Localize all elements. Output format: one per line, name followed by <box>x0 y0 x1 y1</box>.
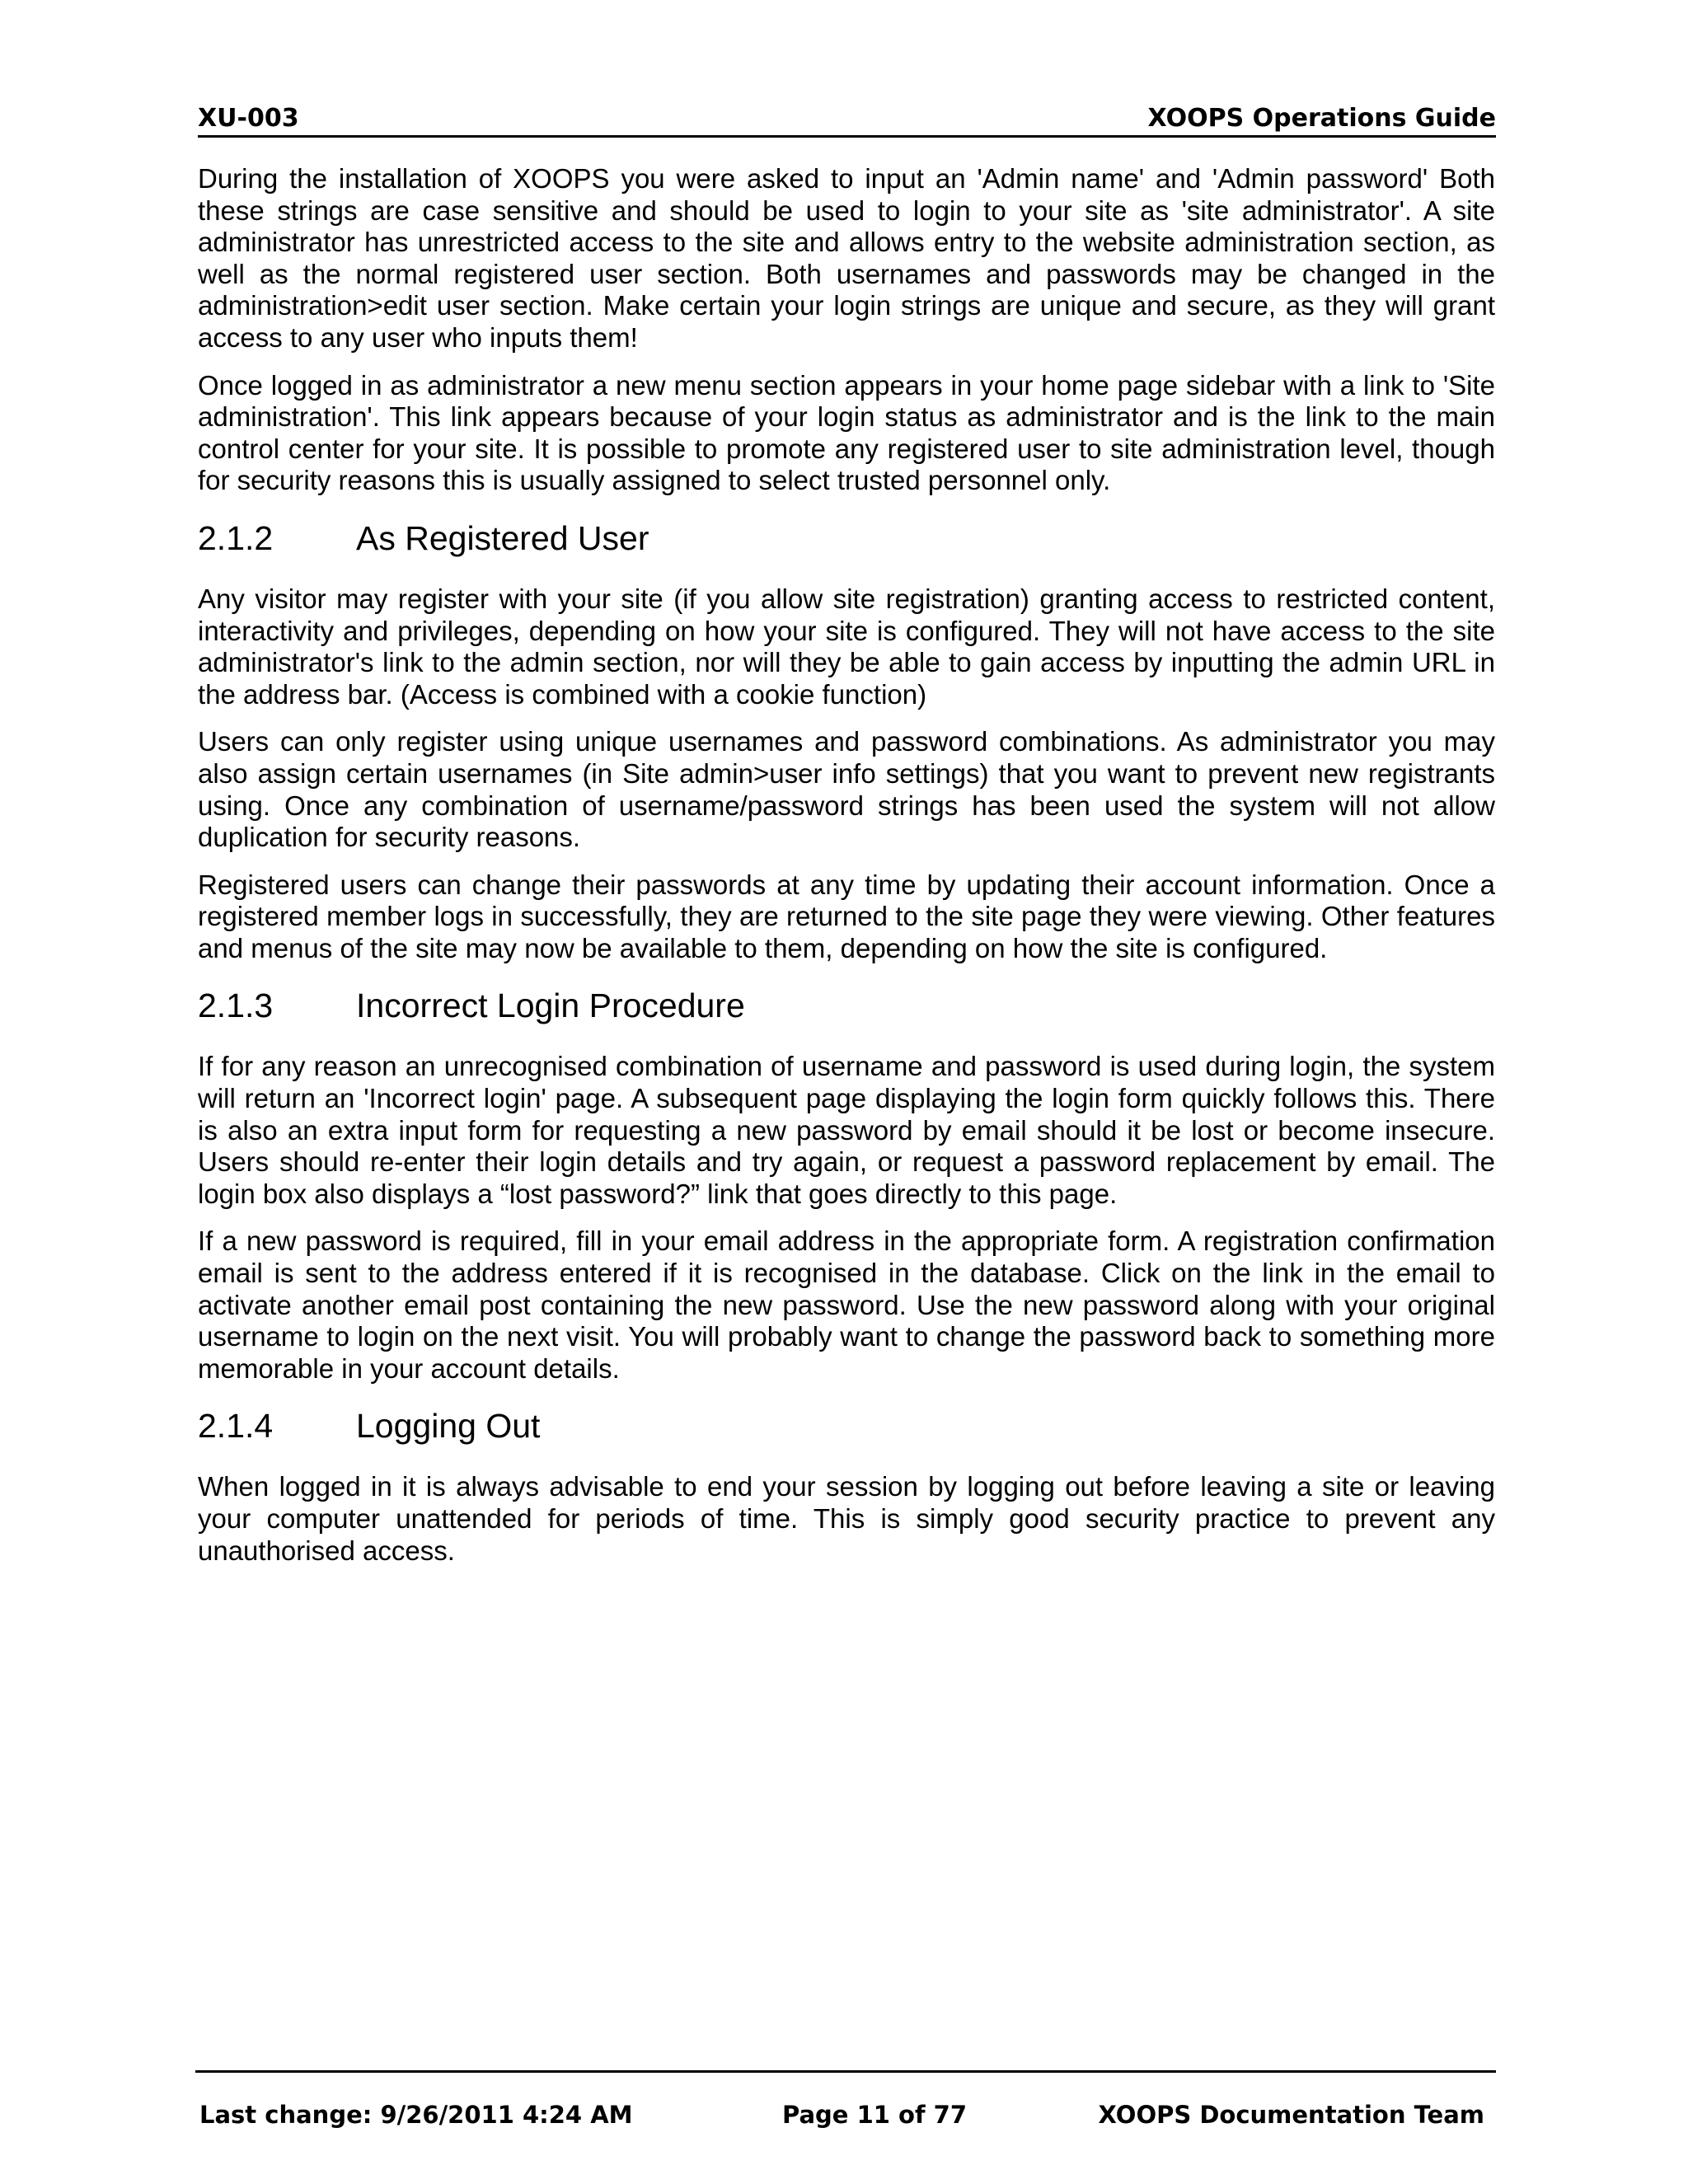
section-number: 2.1.4 <box>198 1407 274 1446</box>
section-title: Logging Out <box>356 1407 541 1446</box>
page-content <box>198 163 1495 1582</box>
section-heading <box>198 1406 1495 1446</box>
body-paragraph: If a new password is required, fill in your email address in the appropriate form. A registration confirmation email is sent to the address entered if it is recognised in the database. Click on the link in the email to activate another email post containing the new password. Use the new password along with your original username to login on the next visit. You will probably want to change the password back to something more memorable in your account details. <box>198 1226 1495 1384</box>
document-title: XOOPS Operations Guide <box>1147 104 1496 133</box>
section-number: 2.1.2 <box>198 518 274 557</box>
page-number: Page 11 of 77 <box>782 2101 968 2129</box>
section-number: 2.1.3 <box>198 987 274 1025</box>
last-change: Last change: 9/26/2011 4:24 AM <box>199 2101 633 2129</box>
documentation-team: XOOPS Documentation Team <box>1098 2101 1484 2129</box>
section-title: As Registered User <box>356 518 649 557</box>
page-footer <box>195 2070 1496 2129</box>
section-title: Incorrect Login Procedure <box>356 987 745 1025</box>
body-paragraph: If for any reason an unrecognised combination of username and password is used during login, the system will return an 'Incorrect login' page. A subsequent page displaying the login form quickly follows this. There is also an extra input form for requesting a new password by email should it be lost or become insecure. Users should re-enter their login details and try again, or request a password replacement by email. The login box also displays a “lost password?” link that goes directly to this page. <box>198 1051 1495 1209</box>
body-paragraph: When logged in it is always advisable to end your session by logging out before leaving a site or leaving your computer unattended for periods of time. This is simply good security practice to prevent any unauthorised access. <box>198 1471 1495 1566</box>
section-heading <box>198 518 1495 558</box>
body-paragraph: During the installation of XOOPS you were asked to input an 'Admin name' and 'Admin password' Both these strings are case sensitive and should be used to login to your site as 'site administrator'. A site administrator has unrestricted access to the site and allows entry to the website administration section, as well as the normal registered user section. Both usernames and passwords may be changed in the administration>edit user section. Make certain your login strings are unique and secure, as they will grant access to any user who inputs them! <box>198 163 1495 353</box>
body-paragraph: Once logged in as administrator a new menu section appears in your home page sidebar with a link to 'Site administration'. This link appears because of your login status as administrator and is the link to the main control center for your site. It is possible to promote any registered user to site administration level, though for security reasons this is usually assigned to select trusted personnel only. <box>198 369 1495 496</box>
document-id: XU-003 <box>198 104 299 133</box>
body-paragraph: Registered users can change their passwords at any time by updating their account information. Once a registered member logs in successfully, they are returned to the site page they were viewing. Other features and menus of the site may now be available to them, depending on how the site is configured. <box>198 869 1495 963</box>
body-paragraph: Any visitor may register with your site (if you allow site registration) granting access to restricted content, interactivity and privileges, depending on how your site is configured. They will not have access to the site administrator's link to the admin section, nor will they be able to gain access by inputting the admin URL in the address bar. (Access is combined with a cookie function) <box>198 583 1495 710</box>
body-paragraph: Users can only register using unique usernames and password combinations. As administrator you may also assign certain usernames (in Site admin>user info settings) that you want to prevent new registrants using. Once any combination of username/password strings has been used the system will not allow duplication for security reasons. <box>198 726 1495 853</box>
page-header <box>198 96 1496 138</box>
section-heading <box>198 986 1495 1025</box>
